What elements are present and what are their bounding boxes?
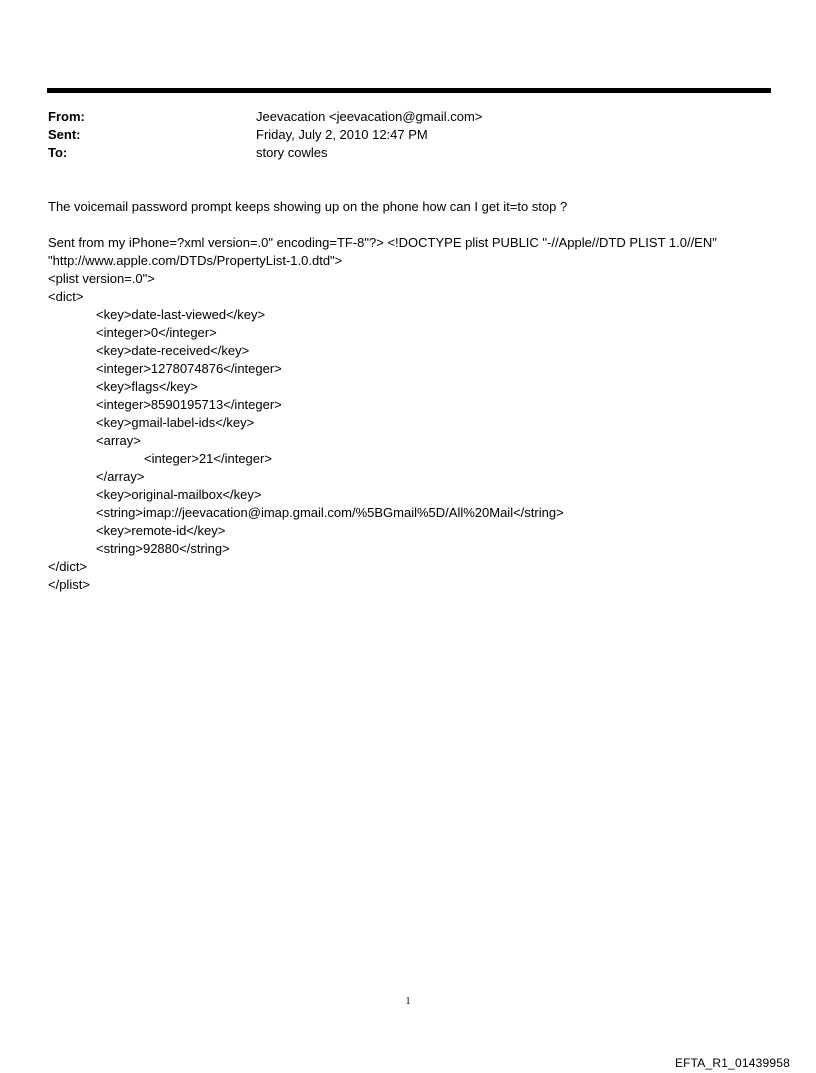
from-row — [48, 108, 482, 126]
sent-row — [48, 126, 482, 144]
plist-line: </plist> — [48, 577, 90, 592]
plist-line: <string>92880</string> — [96, 541, 230, 556]
plist-line: <integer>0</integer> — [96, 325, 217, 340]
to-value: story cowles — [256, 145, 328, 160]
plist-line: <array> — [96, 433, 141, 448]
page-number: 1 — [405, 996, 411, 1007]
plist-line: <plist version=.0"> — [48, 271, 155, 286]
to-label: To: — [48, 145, 68, 160]
sent-value: Friday, July 2, 2010 12:47 PM — [256, 127, 428, 142]
plist-line: <dict> — [48, 289, 84, 304]
plist-line: <key>date-received</key> — [96, 343, 250, 358]
plist-line: </array> — [96, 469, 145, 484]
plist-line: Sent from my iPhone=?xml version=.0" encoding=TF-8"?> <!DOCTYPE plist PUBLIC "-//Apple//DTD PLIST 1.0//EN" — [48, 235, 717, 250]
email-header — [48, 108, 482, 162]
document-id: EFTA_R1_01439958 — [674, 1056, 790, 1070]
email-body — [48, 198, 778, 594]
from-value: Jeevacation <jeevacation@gmail.com> — [256, 109, 483, 124]
header-rule — [47, 88, 771, 93]
plist-line: <key>gmail-label-ids</key> — [96, 415, 255, 430]
plist-line: <key>original-mailbox</key> — [96, 487, 262, 502]
plist-line: <integer>8590195713</integer> — [96, 397, 282, 412]
to-row — [48, 144, 482, 162]
sent-label: Sent: — [48, 127, 81, 142]
body-message: The voicemail password prompt keeps showing up on the phone how can I get it=to stop ? — [48, 199, 568, 214]
blank-line — [48, 216, 778, 234]
plist-line: <key>date-last-viewed</key> — [96, 307, 266, 322]
from-label: From: — [48, 109, 85, 124]
plist-line: <key>remote-id</key> — [96, 523, 226, 538]
plist-line: <key>flags</key> — [96, 379, 198, 394]
plist-line: <string>imap://jeevacation@imap.gmail.com/%5BGmail%5D/All%20Mail</string> — [96, 505, 564, 520]
plist-line: <integer>1278074876</integer> — [96, 361, 282, 376]
plist-line: <integer>21</integer> — [144, 451, 272, 466]
plist-line: </dict> — [48, 559, 88, 574]
plist-line: "http://www.apple.com/DTDs/PropertyList-1.0.dtd"> — [48, 253, 343, 268]
